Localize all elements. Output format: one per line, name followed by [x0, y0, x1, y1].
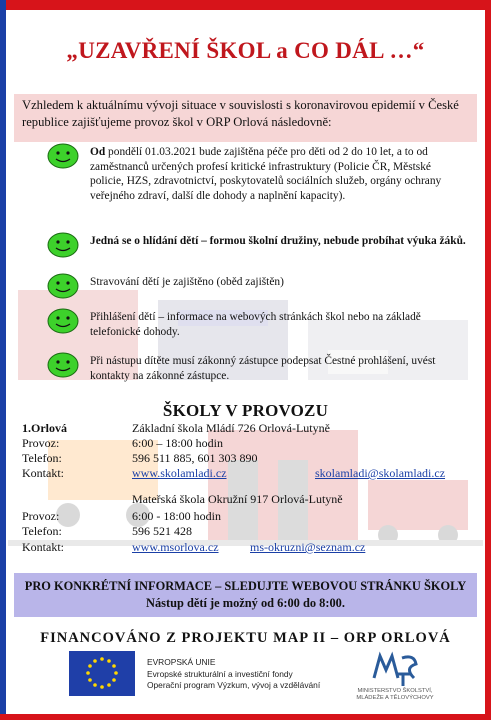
list-item: Při nástupu dítěte musí zákonný zástupce podepsat Čestné prohlášení, uvést kontakty na zákonné zástupce. [46, 354, 466, 383]
school1-kontakt-label: Kontakt: [22, 466, 64, 480]
green-smiley-icon [46, 273, 80, 299]
bottom-red-edge [0, 714, 491, 720]
green-smiley-icon [46, 143, 80, 169]
school2-provoz: 6:00 - 18:00 hodin [132, 509, 221, 523]
left-blue-edge [0, 0, 6, 720]
school1-email-link[interactable]: skolamladi@skolamladi.cz [315, 466, 446, 480]
school2-kontakt-label: Kontakt: [22, 540, 64, 554]
banner-line1: PRO KONKRÉTNÍ INFORMACE – SLEDUJTE WEBOVOU STRÁNKU ŠKOLY [24, 579, 467, 593]
school1-name: Základní škola Mládí 726 Orlová-Lutyně [132, 421, 330, 435]
msmt-logo-icon [366, 648, 426, 688]
eu-text: EVROPSKÁ UNIE Evropské strukturální a investiční fondy Operační program Výzkum, vývoj a vzdělávání [147, 657, 321, 690]
green-smiley-icon [46, 232, 80, 258]
green-smiley-icon [46, 352, 80, 378]
list-item: Stravování dětí je zajištěno (oběd zajištěn) [46, 275, 466, 290]
green-smiley-icon [46, 308, 80, 334]
school2-web-link[interactable]: www.msorlova.cz [132, 540, 219, 554]
list-item: Jedná se o hlídání dětí – formou školní družiny, nebude probíhat výuka žáků. [46, 234, 466, 249]
school1-tel: 596 511 885, 601 303 890 [132, 451, 258, 465]
list-item: Přihlášení dětí – informace na webových stránkách škol nebo na základě telefonické dohody. [46, 310, 466, 339]
right-red-edge [485, 0, 491, 720]
school1-provoz-label: Provoz: [22, 436, 60, 450]
list-item: Od pondělí 01.03.2021 bude zajištěna péče pro děti od 2 do 10 let, a to od zaměstnanců určených profesí kritické infrastruktury (Policie ČR, Městské policie, HZS, zdravotnictví, poskytovatelů sociálních služeb, orgány ochrany veřejného zdraví, další dle dohody a naplnění kapacity). [46, 145, 466, 203]
top-red-edge [0, 0, 491, 10]
school2-tel-label: Telefon: [22, 524, 62, 538]
schools-title: ŠKOLY V PROVOZU [162, 401, 329, 420]
school1-heading: 1.Orlová [22, 421, 67, 435]
school2-name: Mateřská škola Okružní 917 Orlová-Lutyně [132, 492, 343, 506]
msmt-text: MINISTERSTVO ŠKOLSTVÍ, MLÁDEŽE A TĚLOVÝCHOVY [356, 688, 434, 701]
banner-line2: Nástup dětí je možný od 6:00 do 8:00. [146, 596, 345, 610]
school2-tel: 596 521 428 [132, 524, 192, 538]
funding-heading: FINANCOVÁNO Z PROJEKTU MAP II – ORP ORLOVÁ [40, 630, 451, 646]
school1-web-link[interactable]: www.skolamladi.cz [132, 466, 227, 480]
school2-email-link[interactable]: ms-okruzni@seznam.cz [250, 540, 366, 554]
info-banner [14, 573, 477, 617]
school2-provoz-label: Provoz: [22, 509, 60, 523]
school1-provoz: 6:00 – 18:00 hodin [132, 436, 224, 450]
page-title: „UZAVŘENÍ ŠKOL a CO DÁL …“ [66, 38, 425, 63]
school1-tel-label: Telefon: [22, 451, 62, 465]
intro-box: Vzhledem k aktuálnímu vývoji situace v souvislosti s koronavirovou epidemií v České republice zajišťujeme provoz škol v ORP Orlová následovně: [14, 94, 477, 142]
eu-flag-icon [69, 651, 135, 696]
